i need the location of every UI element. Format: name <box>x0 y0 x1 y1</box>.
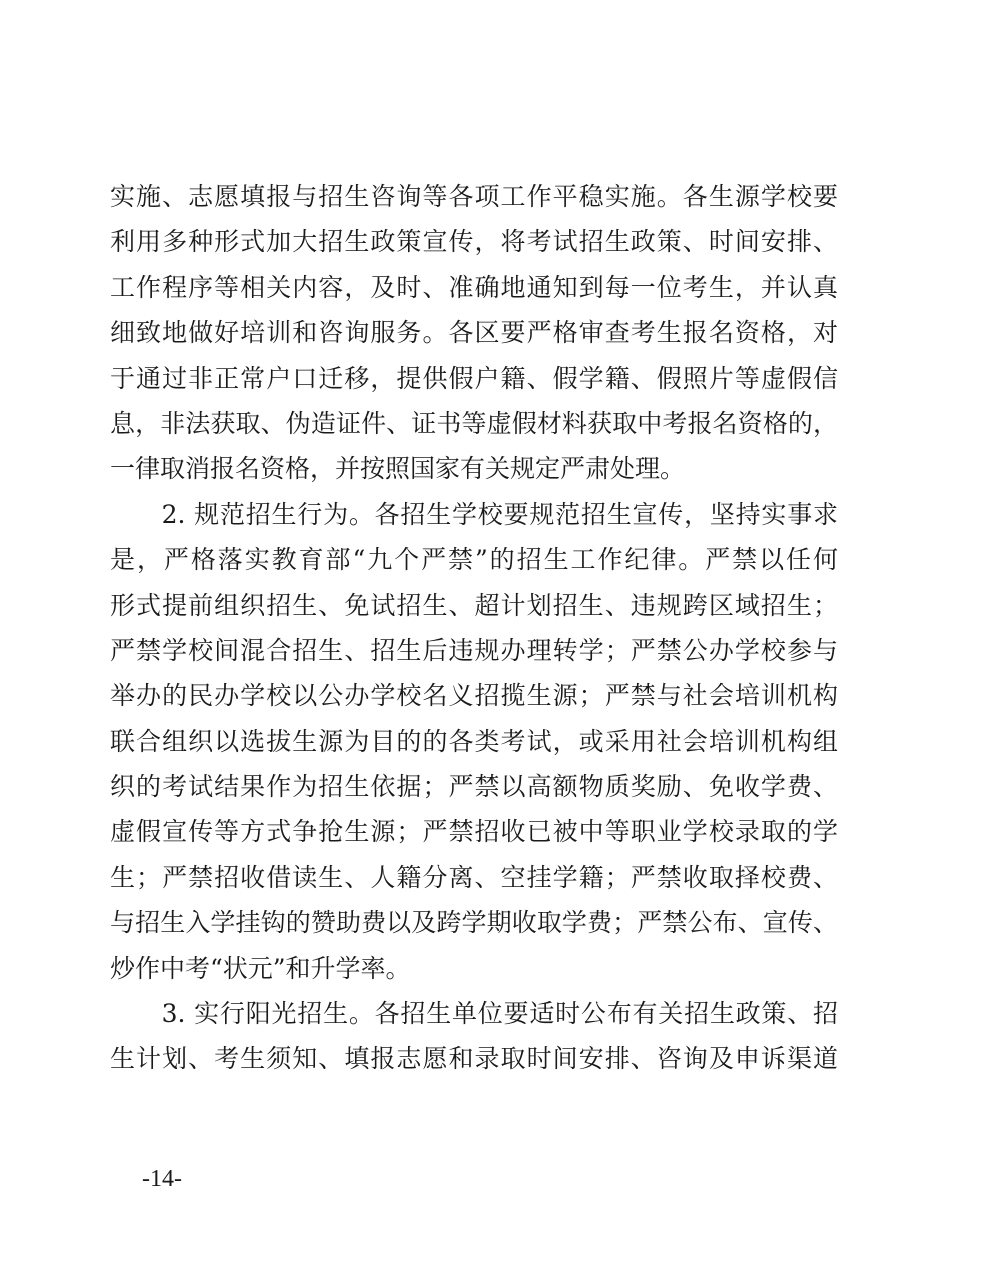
text-line: 于通过非正常户口迁移，提供假户籍、假学籍、假照片等虚假信 <box>110 363 838 393</box>
text-line: 虚假宣传等方式争抢生源；严禁招收已被中等职业学校录取的学 <box>110 817 838 847</box>
text-line: 炒作中考“状元”和升学率。 <box>110 953 411 983</box>
text-line: 工作程序等相关内容，及时、准确地通知到每一位考生，并认真 <box>110 272 838 302</box>
text-line: 生计划、考生须知、填报志愿和录取时间安排、咨询及申诉渠道 <box>110 1044 838 1074</box>
text-line: 织的考试结果作为招生依据；严禁以高额物质奖励、免收学费、 <box>110 772 838 802</box>
text-line: 3. 实行阳光招生。各招生单位要适时公布有关招生政策、招 <box>110 999 838 1029</box>
text-line: 严禁学校间混合招生、招生后违规办理转学；严禁公办学校参与 <box>110 635 838 665</box>
text-line: 细致地做好培训和咨询服务。各区要严格审查考生报名资格，对 <box>110 318 838 348</box>
text-line: 是，严格落实教育部“九个严禁”的招生工作纪律。严禁以任何 <box>110 545 838 575</box>
text-line: 息，非法获取、伪造证件、证书等虚假材料获取中考报名资格的， <box>110 408 838 438</box>
text-line: 利用多种形式加大招生政策宣传，将考试招生政策、时间安排、 <box>110 227 838 257</box>
text-line: 一律取消报名资格，并按照国家有关规定严肃处理。 <box>110 454 686 484</box>
text-line: 形式提前组织招生、免试招生、超计划招生、违规跨区域招生； <box>110 590 838 620</box>
text-line: 举办的民办学校以公办学校名义招揽生源；严禁与社会培训机构 <box>110 681 838 711</box>
text-line: 生；严禁招收借读生、人籍分离、空挂学籍；严禁收取择校费、 <box>110 862 838 892</box>
text-line: 2. 规范招生行为。各招生学校要规范招生宣传，坚持实事求 <box>110 499 838 529</box>
body-text <box>110 174 838 1082</box>
text-line: 联合组织以选拔生源为目的的各类考试，或采用社会培训机构组 <box>110 726 838 756</box>
text-line: 实施、志愿填报与招生咨询等各项工作平稳实施。各生源学校要 <box>110 182 838 211</box>
text-line: 与招生入学挂钩的赞助费以及跨学期收取学费；严禁公布、宣传、 <box>110 908 838 938</box>
page-number: -14- <box>142 1166 182 1192</box>
